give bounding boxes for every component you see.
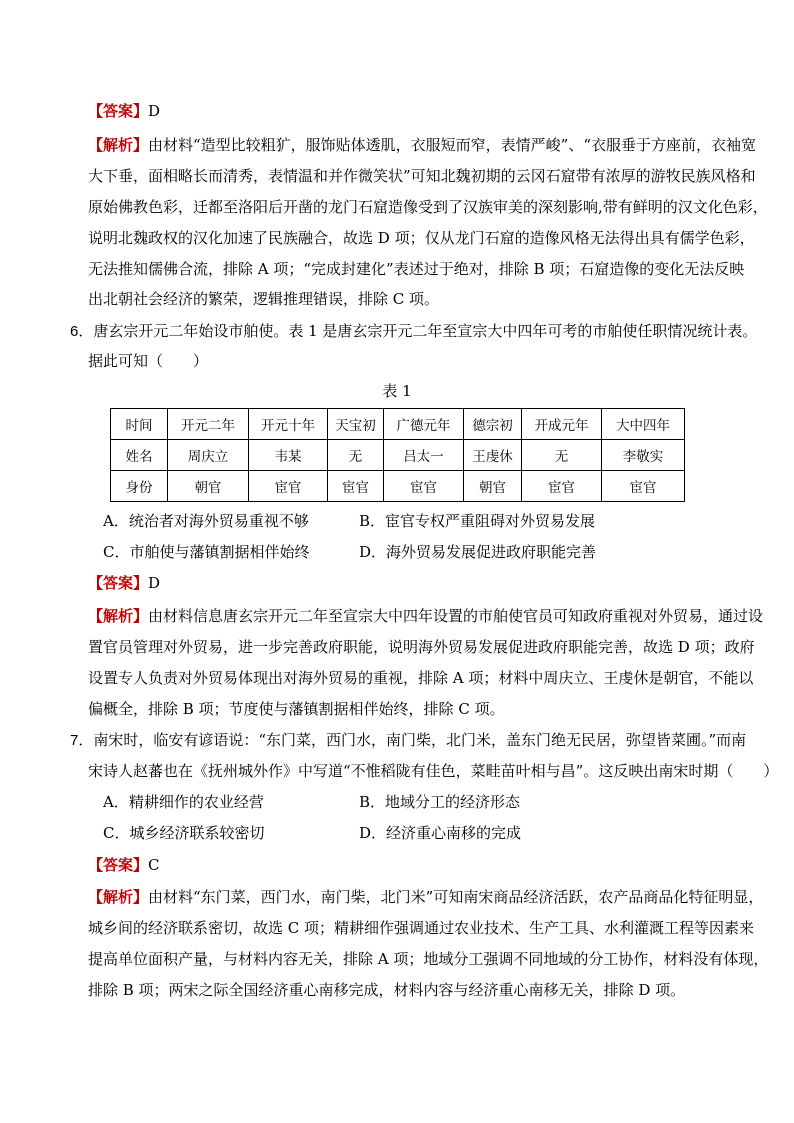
option-d: D．经济重心南移的完成 xyxy=(359,824,522,842)
table-cell: 宦官 xyxy=(249,471,328,502)
option-c: C．城乡经济联系较密切 xyxy=(103,824,265,842)
table-row xyxy=(111,409,685,440)
table-cell: 开成元年 xyxy=(522,409,602,440)
analysis-line: 偏概全，排除 B 项；节度使与藩镇割据相伴始终，排除 C 项。 xyxy=(88,700,505,718)
table-cell: 姓名 xyxy=(111,440,168,471)
analysis-line: 无法推知儒佛合流，排除 A 项；“完成封建化”表述过于绝对，排除 B 项；石窟造像的变化无法反映 xyxy=(88,260,745,278)
analysis-label: 【解析】 xyxy=(88,136,149,154)
answer-value: C xyxy=(148,856,160,874)
table-caption: 表 1 xyxy=(382,382,412,400)
option-a: A．统治者对海外贸易重视不够 xyxy=(103,512,309,530)
question-text: 南宋时，临安有谚语说：“东门菜，西门水，南门柴，北门米，盖东门绝无民居，弥望皆菜圃。”而南 xyxy=(93,731,747,749)
table-cell: 德宗初 xyxy=(464,409,522,440)
option-c: C．市舶使与藩镇割据相伴始终 xyxy=(103,543,310,561)
table-cell: 朝官 xyxy=(168,471,249,502)
answer-line-5 xyxy=(88,101,160,121)
analysis-line: 城乡间的经济联系密切，故选 C 项；精耕细作强调通过农业技术、生产工具、水利灌溉工程等因素来 xyxy=(88,919,755,937)
table-row xyxy=(111,471,685,502)
analysis-line: 说明北魏政权的汉化加速了民族融合，故选 D 项；仅从龙门石窟的造像风格无法得出具有儒学色彩， xyxy=(88,229,755,247)
table-cell: 天宝初 xyxy=(328,409,384,440)
table-cell: 宦官 xyxy=(328,471,384,502)
table-cell: 无 xyxy=(522,440,602,471)
analysis-line xyxy=(88,135,756,155)
table-cell: 无 xyxy=(328,440,384,471)
question-7-stem-cont: 宋诗人赵蕃也在《抚州城外作》中写道“不惟稻陇有佳色，菜畦苗叶相与昌”。这反映出南宋时期（ ） xyxy=(88,762,779,780)
answer-line-6 xyxy=(88,573,160,593)
question-6-stem-cont: 据此可知（ ） xyxy=(88,352,209,370)
data-table xyxy=(110,408,685,502)
table-cell: 时间 xyxy=(111,409,168,440)
option-b: B．宦官专权严重阻碍对外贸易发展 xyxy=(359,512,596,530)
answer-line-7 xyxy=(88,855,160,875)
question-number: 6． xyxy=(70,323,94,340)
table-cell: 宦官 xyxy=(522,471,602,502)
analysis-line: 设置专人负责对外贸易体现出对海外贸易的重视，排除 A 项；材料中周庆立、王虔休是朝官，不能以 xyxy=(88,669,754,687)
table-cell: 广德元年 xyxy=(384,409,464,440)
table-cell: 开元十年 xyxy=(249,409,328,440)
analysis-line: 出北朝社会经济的繁荣，逻辑推理错误，排除 C 项。 xyxy=(88,290,440,308)
analysis-line xyxy=(88,606,763,626)
table-cell: 朝官 xyxy=(464,471,522,502)
analysis-text: 由材料“造型比较粗犷，服饰贴体透肌，衣服短而窄，表情严峻”、“衣服垂于方座前，衣袖宽 xyxy=(148,136,757,154)
question-text: 唐玄宗开元二年始设市舶使。表 1 是唐玄宗开元二年至宣宗大中四年可考的市舶使任职情况统计表。 xyxy=(93,322,758,340)
table-row xyxy=(111,440,685,471)
analysis-label: 【解析】 xyxy=(88,888,149,906)
table-cell: 李敬实 xyxy=(602,440,685,471)
table-cell: 开元二年 xyxy=(168,409,249,440)
analysis-line: 置官员管理对外贸易，进一步完善政府职能，说明海外贸易发展促进政府职能完善，故选 D 项；政府 xyxy=(88,638,755,656)
analysis-line: 原始佛教色彩，迁都至洛阳后开凿的龙门石窟造像受到了汉族审美的深刻影响,带有鲜明的汉文化色彩， xyxy=(88,198,768,216)
analysis-line: 大下垂，面相略长而清秀，表情温和并作微笑状”可知北魏初期的云冈石窟带有浓厚的游牧民族风格和 xyxy=(88,167,756,185)
option-b: B．地域分工的经济形态 xyxy=(359,793,521,811)
analysis-text: 由材料信息唐玄宗开元二年至宣宗大中四年设置的市舶使官员可知政府重视对外贸易，通过设 xyxy=(148,607,764,625)
analysis-line: 提高单位面积产量，与材料内容无关，排除 A 项；地域分工强调不同地域的分工协作，材料没有体现， xyxy=(88,950,769,968)
analysis-line: 排除 B 项；两宋之际全国经济重心南移完成，材料内容与经济重心南移无关，排除 D 项。 xyxy=(88,981,686,999)
answer-value: D xyxy=(148,102,161,120)
question-number: 7． xyxy=(70,732,94,749)
answer-value: D xyxy=(148,574,161,592)
table-cell: 吕太一 xyxy=(384,440,464,471)
answer-label: 【答案】 xyxy=(88,856,149,874)
analysis-line xyxy=(88,887,763,907)
question-6-stem xyxy=(70,321,757,342)
answer-label: 【答案】 xyxy=(88,102,149,120)
table-cell: 韦某 xyxy=(249,440,328,471)
option-a: A．精耕细作的农业经营 xyxy=(103,793,264,811)
analysis-label: 【解析】 xyxy=(88,607,149,625)
option-d: D．海外贸易发展促进政府职能完善 xyxy=(359,543,597,561)
table-cell: 宦官 xyxy=(602,471,685,502)
table-cell: 大中四年 xyxy=(602,409,685,440)
analysis-text: 由材料“东门菜，西门水，南门柴，北门米”可知南宋商品经济活跃，农产品商品化特征明显， xyxy=(148,888,764,906)
table-cell: 王虔休 xyxy=(464,440,522,471)
table-cell: 宦官 xyxy=(384,471,464,502)
table-cell: 身份 xyxy=(111,471,168,502)
answer-label: 【答案】 xyxy=(88,574,149,592)
question-7-stem xyxy=(70,730,746,751)
table-cell: 周庆立 xyxy=(168,440,249,471)
